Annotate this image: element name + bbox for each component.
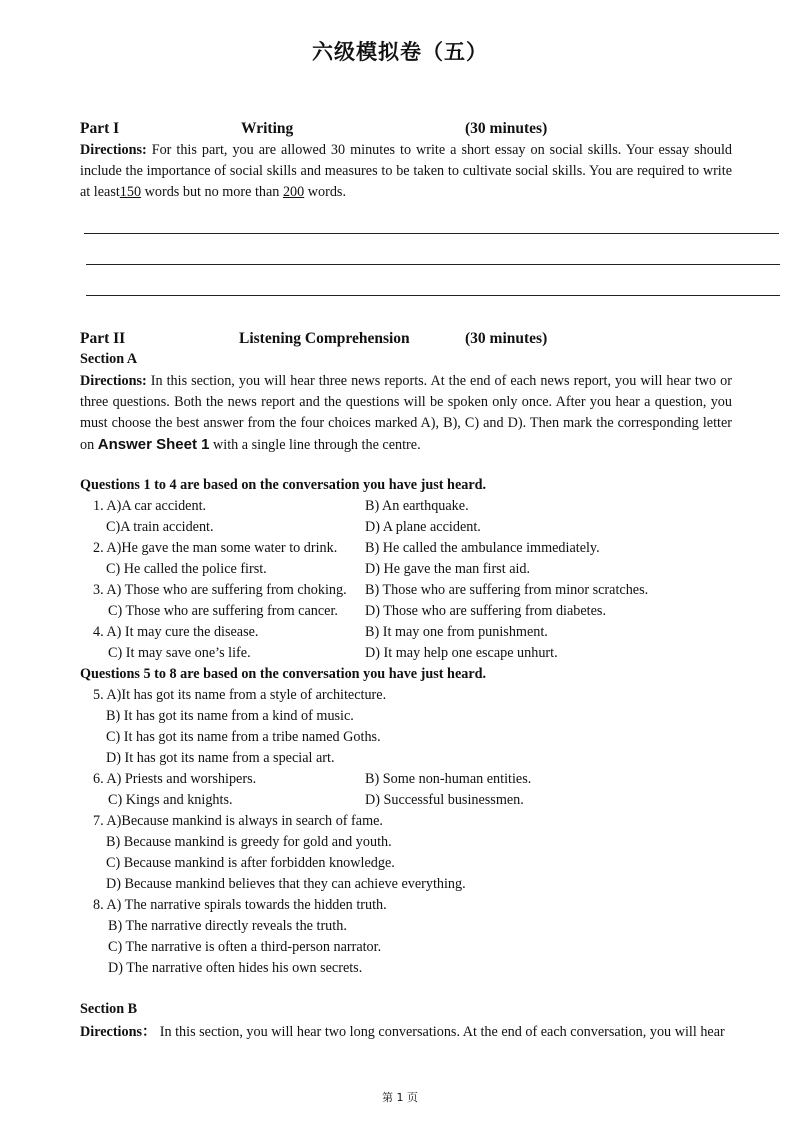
- page-title: 六级模拟卷（五）: [312, 40, 488, 64]
- q3-option-c: C) Those who are suffering from cancer.: [108, 603, 338, 619]
- part1-directions: [80, 140, 732, 203]
- directions-end: words.: [304, 184, 346, 200]
- q6-option-c: C) Kings and knights.: [108, 792, 233, 808]
- q5-option-d: D) It has got its name from a special art.: [106, 750, 335, 766]
- q5-option-c: C) It has got its name from a tribe named Goths.: [106, 729, 381, 745]
- q5-option-b: B) It has got its name from a kind of music.: [106, 708, 354, 724]
- part1-name: Writing: [241, 120, 294, 137]
- q7-option-b: B) Because mankind is greedy for gold and youth.: [106, 834, 392, 850]
- min-words: 150: [119, 184, 142, 200]
- q4-option-a: 4. A) It may cure the disease.: [93, 624, 259, 640]
- question-group-heading: Questions 5 to 8 are based on the conversation you have just heard.: [80, 666, 487, 682]
- q2-option-a: 2. A)He gave the man some water to drink.: [93, 540, 338, 556]
- q3-option-a: 3. A) Those who are suffering from choking.: [93, 582, 347, 598]
- max-words: 200: [282, 184, 305, 200]
- directions-label: Directions:: [80, 142, 147, 158]
- section-b-directions: [80, 1022, 732, 1043]
- q7-option-d: D) Because mankind believes that they can achieve everything.: [106, 876, 466, 892]
- page-number: 第 1 页: [382, 1091, 418, 1104]
- directions-text: In this section, you will hear two long conversations. At the end of each conversation, you will hear: [156, 1024, 725, 1040]
- directions-mid: words but no more than: [141, 184, 283, 200]
- q1-option-c: C)A train accident.: [106, 519, 214, 535]
- section-a-label: Section A: [80, 351, 138, 367]
- q8-option-b: B) The narrative directly reveals the truth.: [108, 918, 347, 934]
- q6-option-a: 6. A) Priests and worshipers.: [93, 771, 257, 787]
- directions-label: Directions：: [80, 1024, 157, 1040]
- q2-option-b: B) He called the ambulance immediately.: [365, 540, 600, 556]
- q4-option-c: C) It may save one’s life.: [108, 645, 251, 661]
- directions-end: with a single line through the centre.: [209, 437, 421, 453]
- q2-option-c: C) He called the police first.: [106, 561, 267, 577]
- question-group-heading: Questions 1 to 4 are based on the conversation you have just heard.: [80, 477, 487, 493]
- q8-option-d: D) The narrative often hides his own secrets.: [108, 960, 363, 976]
- part1-time: (30 minutes): [465, 120, 548, 137]
- directions-text: In this section, you will hear three news reports. At the end of each news report, you will hear two or three questions. Both the news report and the questions will be spoken only once. After you hear a question, you must choose the best answer from the four choices marked A), B), C) and D). Then mark the corresponding letter on: [80, 373, 732, 453]
- q3-option-b: B) Those who are suffering from minor scratches.: [365, 582, 649, 598]
- writing-line-3: [86, 295, 780, 296]
- q6-option-d: D) Successful businessmen.: [365, 792, 524, 808]
- writing-line-2: [86, 264, 780, 265]
- directions-text: For this part, you are allowed 30 minutes to write a short essay on social skills. Your essay should include the importance of social skills and measures to be taken to cultivate social skills. You are required to write at least: [80, 142, 732, 200]
- q2-option-d: D) He gave the man first aid.: [365, 561, 531, 577]
- q1-option-b: B) An earthquake.: [365, 498, 469, 514]
- part2-time: (30 minutes): [465, 330, 548, 347]
- directions-label: Directions:: [80, 373, 147, 389]
- part2-name: Listening Comprehension: [239, 330, 410, 347]
- q3-option-d: D) Those who are suffering from diabetes.: [365, 603, 606, 619]
- part1-label: Part I: [80, 120, 120, 137]
- writing-line-1: [84, 233, 779, 234]
- q5-option-a: 5. A)It has got its name from a style of architecture.: [93, 687, 387, 703]
- q8-option-a: 8. A) The narrative spirals towards the hidden truth.: [93, 897, 387, 913]
- q4-option-b: B) It may one from punishment.: [365, 624, 548, 640]
- q6-option-b: B) Some non-human entities.: [365, 771, 532, 787]
- q4-option-d: D) It may help one escape unhurt.: [365, 645, 558, 661]
- q8-option-c: C) The narrative is often a third-person narrator.: [108, 939, 382, 955]
- part2-directions: [80, 371, 732, 456]
- q1-option-d: D) A plane accident.: [365, 519, 481, 535]
- answer-sheet-label: Answer Sheet 1: [97, 436, 210, 453]
- section-b-label: Section B: [80, 1001, 138, 1017]
- q7-option-c: C) Because mankind is after forbidden knowledge.: [106, 855, 395, 871]
- part2-label: Part II: [80, 330, 126, 347]
- q1-option-a: 1. A)A car accident.: [93, 498, 207, 514]
- q7-option-a: 7. A)Because mankind is always in search of fame.: [93, 813, 383, 829]
